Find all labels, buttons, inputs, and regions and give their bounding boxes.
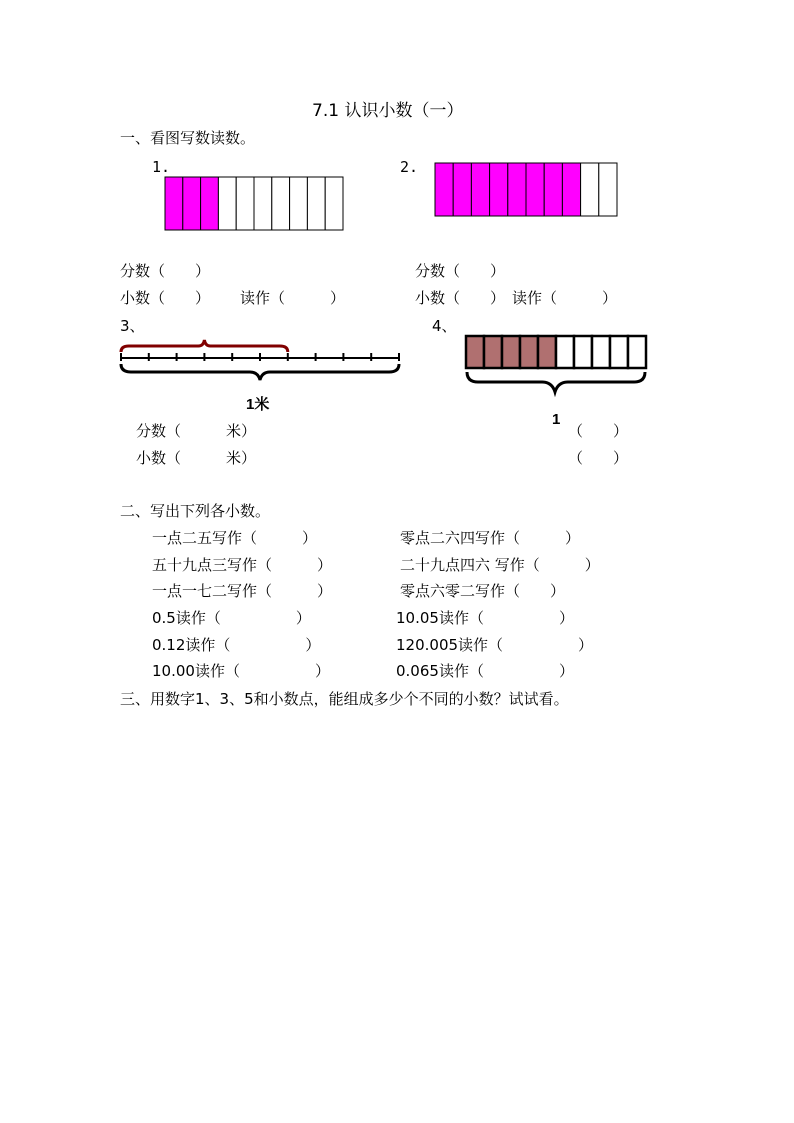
q4-blank-1: （ ）	[568, 422, 629, 440]
shaded-cell	[471, 163, 489, 216]
q1-fraction-bar	[164, 176, 344, 231]
page-title: 7.1 认识小数（一）	[312, 101, 464, 121]
shaded-cell	[183, 177, 201, 230]
shaded-cell	[538, 336, 556, 368]
empty-cell	[581, 163, 599, 216]
q4-total-label: 1	[552, 411, 561, 428]
exercise-right: 二十九点四六 写作（ ）	[400, 556, 600, 574]
empty-cell	[290, 177, 308, 230]
empty-cell	[599, 163, 617, 216]
q3-number: 3、	[120, 317, 145, 335]
q2-fraction-blank: 分数（ ）	[415, 262, 506, 280]
q1-fraction-blank: 分数（ ）	[120, 262, 211, 280]
q3-decimal-blank: 小数（ 米）	[136, 449, 257, 467]
empty-cell	[218, 177, 236, 230]
total-brace	[467, 372, 645, 392]
empty-cell	[272, 177, 290, 230]
exercise-right: 0.065读作（ ）	[396, 662, 574, 680]
q3-fraction-blank: 分数（ 米）	[136, 422, 257, 440]
shaded-cell	[490, 163, 508, 216]
empty-cell	[254, 177, 272, 230]
shaded-cell	[544, 163, 562, 216]
part-brace	[121, 340, 288, 352]
empty-cell	[610, 336, 628, 368]
q4-number: 4、	[432, 317, 457, 335]
exercise-right: 10.05读作（ ）	[396, 609, 574, 627]
empty-cell	[556, 336, 574, 368]
shaded-cell	[165, 177, 183, 230]
q2-number: 2.	[400, 158, 419, 176]
shaded-cell	[453, 163, 471, 216]
shaded-cell	[201, 177, 219, 230]
shaded-cell	[526, 163, 544, 216]
empty-cell	[628, 336, 646, 368]
q4-fraction-bar	[464, 334, 652, 394]
exercise-left: 10.00读作（ ）	[152, 662, 330, 680]
empty-cell	[307, 177, 325, 230]
shaded-cell	[502, 336, 520, 368]
shaded-cell	[435, 163, 453, 216]
empty-cell	[592, 336, 610, 368]
empty-cell	[236, 177, 254, 230]
shaded-cell	[508, 163, 526, 216]
shaded-cell	[466, 336, 484, 368]
q3-ruler-diagram	[118, 338, 404, 388]
exercise-left: 五十九点三写作（ ）	[152, 556, 333, 574]
q1-read-blank: 读作（ ）	[240, 289, 346, 307]
empty-cell	[325, 177, 343, 230]
shaded-cell	[484, 336, 502, 368]
exercise-right: 120.005读作（ ）	[396, 636, 594, 654]
total-brace	[121, 364, 399, 380]
exercise-left: 0.12读作（ ）	[152, 636, 321, 654]
shaded-cell	[520, 336, 538, 368]
section3-heading: 三、用数字1、3、5和小数点，能组成多少个不同的小数？试试看。	[120, 690, 569, 708]
section2-heading: 二、写出下列各小数。	[120, 502, 271, 520]
shaded-cell	[562, 163, 580, 216]
exercise-left: 一点二五写作（ ）	[152, 529, 318, 547]
q1-decimal-blank: 小数（ ）	[120, 289, 211, 307]
q4-blank-2: （ ）	[568, 449, 629, 467]
exercise-right: 零点六零二写作（ ）	[400, 582, 566, 600]
q3-total-label: 1米	[246, 396, 270, 413]
q2-fraction-bar	[434, 162, 618, 218]
exercise-left: 0.5读作（ ）	[152, 609, 311, 627]
q1-number: 1.	[152, 158, 171, 176]
empty-cell	[574, 336, 592, 368]
section1-heading: 一、看图写数读数。	[120, 129, 256, 147]
exercise-right: 零点二六四写作（ ）	[400, 529, 581, 547]
q2-read-blank: 读作（ ）	[512, 289, 618, 307]
q2-decimal-blank: 小数（ ）	[415, 289, 506, 307]
exercise-left: 一点一七二写作（ ）	[152, 582, 333, 600]
